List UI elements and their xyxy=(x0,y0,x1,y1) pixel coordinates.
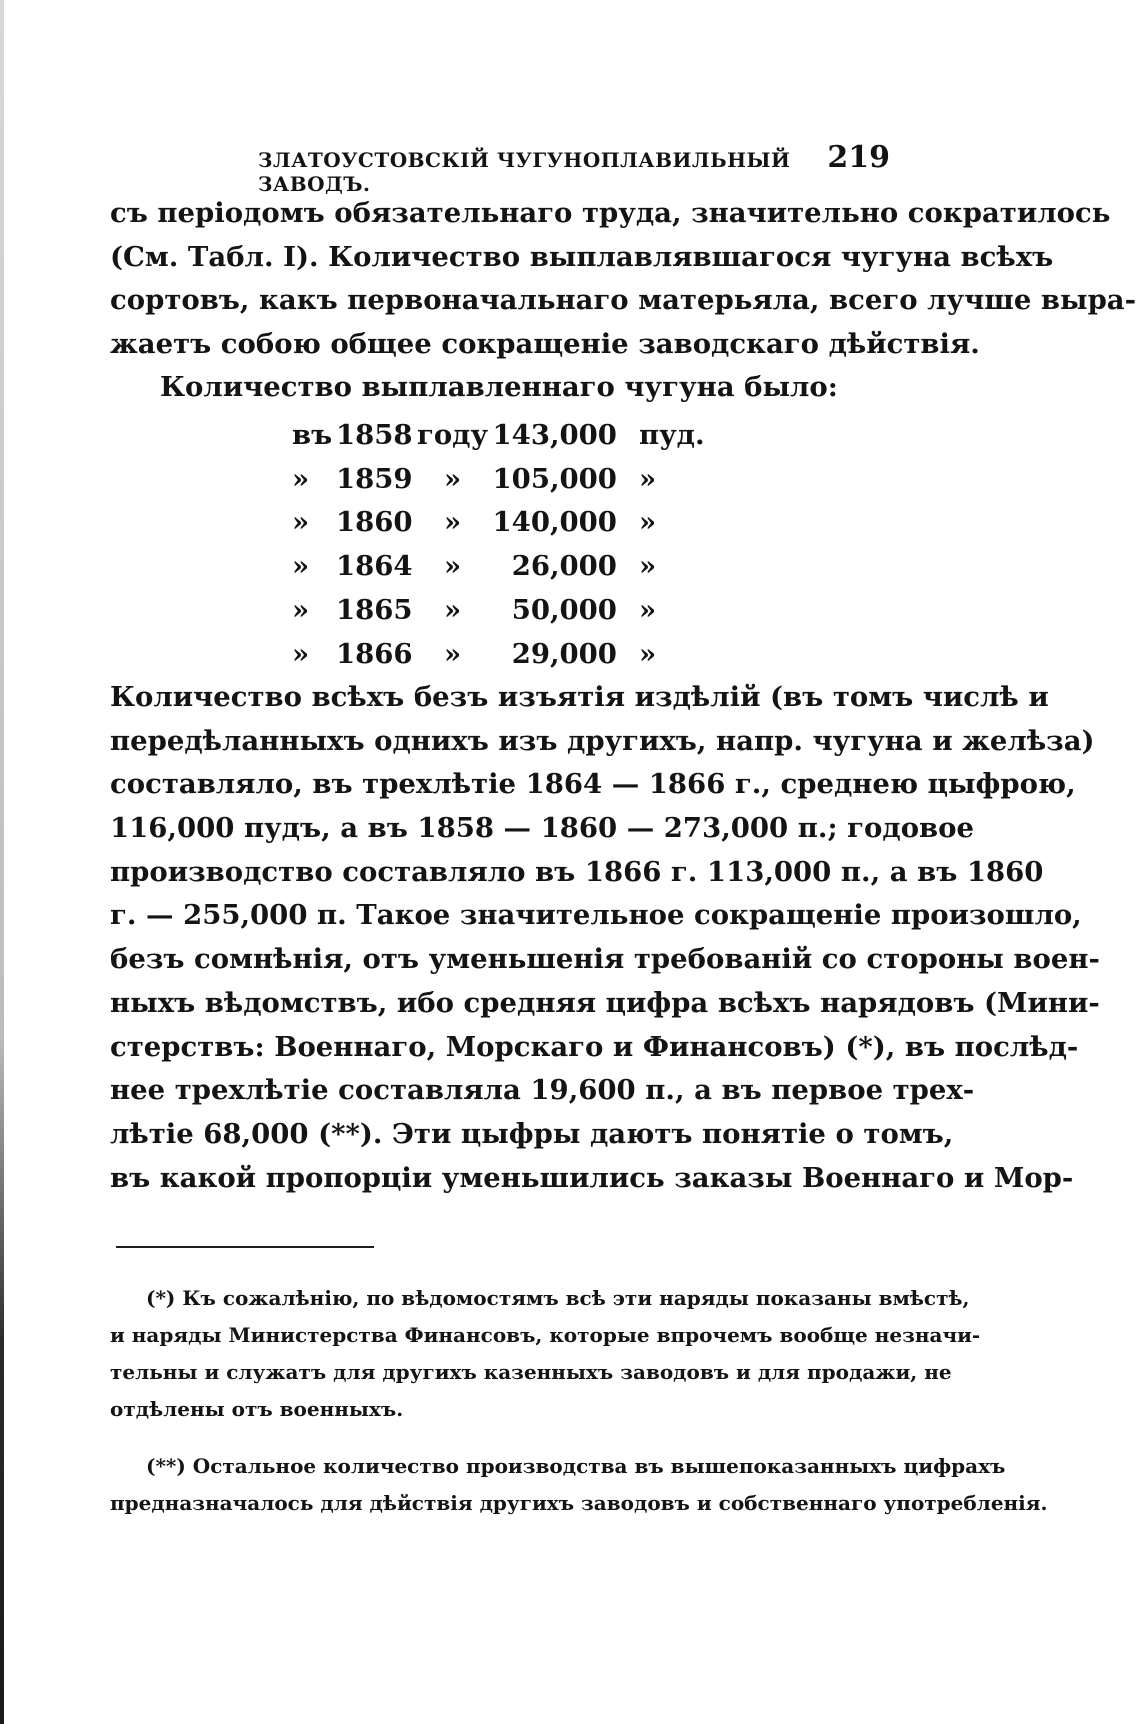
row-prefix: » xyxy=(292,506,310,539)
row-year: 1859 xyxy=(336,462,413,495)
row-measure: » xyxy=(638,550,657,583)
text-line: съ періодомъ обязательнаго труда, значительно сократилось xyxy=(110,197,1111,229)
row-unit: » xyxy=(443,593,462,626)
footnote-1 xyxy=(110,1280,981,1428)
row-measure: » xyxy=(638,506,657,539)
paragraph-2 xyxy=(110,676,1100,1200)
footnote-line: отдѣлены отъ военныхъ. xyxy=(110,1397,404,1421)
row-prefix: » xyxy=(292,637,310,670)
footnote-2 xyxy=(110,1448,1048,1522)
footnote-rule xyxy=(116,1246,374,1248)
text-line: лѣтіе 68,000 (**). Эти цыфры даютъ понятіе о томъ, xyxy=(110,1117,954,1150)
row-amount: 140,000 xyxy=(492,506,617,539)
running-head: ЗЛАТОУСТОВСКІЙ ЧУГУНОПЛАВИЛЬНЫЙ ЗАВОДЪ. xyxy=(258,148,791,196)
production-table xyxy=(292,414,705,676)
row-unit: » xyxy=(443,550,462,583)
text-line: нее трехлѣтіе составляла 19,600 п., а въ первое трех- xyxy=(110,1074,975,1107)
text-line: безъ сомнѣнія, отъ уменьшенія требованій со стороны воен- xyxy=(110,943,1100,976)
row-unit: году xyxy=(416,419,489,451)
row-year: 1858 xyxy=(336,419,413,451)
footnote-line: тельны и служатъ для другихъ казенныхъ заводовъ и для продажи, не xyxy=(110,1360,952,1384)
text-line: Количество всѣхъ безъ изъятія издѣлій (въ томъ числѣ и xyxy=(110,681,1049,713)
row-prefix: въ xyxy=(292,419,333,451)
footnotes xyxy=(110,1280,1048,1522)
table-row xyxy=(292,458,705,502)
table-row xyxy=(292,501,705,545)
row-year: 1860 xyxy=(336,506,413,539)
page-edge-shadow xyxy=(0,0,4,1724)
row-prefix: » xyxy=(292,462,310,495)
footnote-gap xyxy=(110,1428,892,1448)
row-measure: » xyxy=(638,462,657,495)
row-prefix: » xyxy=(292,550,310,583)
row-measure: » xyxy=(638,637,657,670)
table-row xyxy=(292,545,705,589)
text-line: составляло, въ трехлѣтіе 1864 — 1866 г., среднею цыфрою, xyxy=(110,768,1076,801)
row-amount: 26,000 xyxy=(511,550,617,583)
text-line: жаетъ собою общее сокращеніе заводскаго дѣйствія. xyxy=(110,328,980,361)
footnote-line: предназначалось для дѣйствія другихъ заводовъ и собственнаго употребленія. xyxy=(110,1491,1048,1515)
row-year: 1864 xyxy=(336,550,413,583)
row-unit: » xyxy=(443,462,462,495)
row-prefix: » xyxy=(292,593,310,626)
row-amount: 29,000 xyxy=(511,637,617,670)
footnote-line: (*) Къ сожалѣнію, по вѣдомостямъ всѣ эти наряды показаны вмѣстѣ, xyxy=(146,1286,970,1310)
row-unit: » xyxy=(443,506,462,539)
text-line: (См. Табл. I). Количество выплавлявшагося чугуна всѣхъ xyxy=(110,240,1054,273)
page-header xyxy=(258,140,890,196)
row-amount: 105,000 xyxy=(492,462,617,495)
text-line: Количество выплавленнаго чугуна было: xyxy=(160,371,838,403)
row-year: 1865 xyxy=(336,593,413,626)
text-line: въ какой пропорціи уменьшились заказы Военнаго и Мор- xyxy=(110,1161,1074,1194)
text-line: г. — 255,000 п. Такое значительное сокращеніе произошло, xyxy=(110,899,1082,932)
text-line: 116,000 пудъ, а въ 1858 — 1860 — 273,000 п.; годовое xyxy=(110,812,974,845)
row-unit: » xyxy=(443,637,462,670)
row-year: 1866 xyxy=(336,637,413,670)
row-measure: пуд. xyxy=(638,419,705,451)
text-line: ныхъ вѣдомствъ, ибо средняя цифра всѣхъ нарядовъ (Мини- xyxy=(110,986,1100,1019)
text-line: передѣланныхъ однихъ изъ другихъ, напр. чугуна и желѣза) xyxy=(110,724,1095,757)
text-line: сортовъ, какъ первоначальнаго матерьяла, всего лучше выра- xyxy=(110,284,1137,317)
row-measure: » xyxy=(638,593,657,626)
text-line: производство составляло въ 1866 г. 113,000 п., а въ 1860 xyxy=(110,855,1044,888)
text-line: стерствъ: Военнаго, Морскаго и Финансовъ) (*), въ послѣд- xyxy=(110,1030,1079,1063)
page-number: 219 xyxy=(827,140,890,175)
paragraph-1 xyxy=(110,192,1137,367)
table-row xyxy=(292,414,705,458)
row-amount: 50,000 xyxy=(511,593,617,626)
row-amount: 143,000 xyxy=(492,419,617,451)
table-row xyxy=(292,633,705,677)
footnote-line: и наряды Министерства Финансовъ, которые впрочемъ вообще незначи- xyxy=(110,1323,981,1347)
footnote-line: (**) Остальное количество производства въ вышепоказанныхъ цифрахъ xyxy=(146,1454,1006,1478)
production-intro xyxy=(160,366,838,410)
table-row xyxy=(292,589,705,633)
